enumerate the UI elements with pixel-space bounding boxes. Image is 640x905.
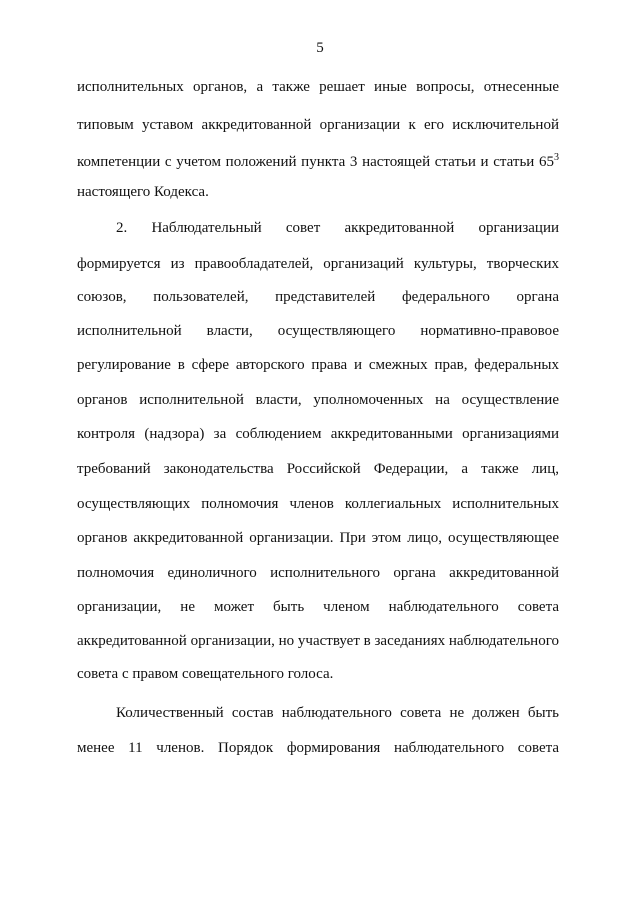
text-line: регулирование в сфере авторского права и смежных прав, федеральных	[77, 357, 559, 373]
text-line: менее 11 членов. Порядок формирования наблюдательного совета	[77, 740, 559, 756]
superscript: 3	[554, 152, 559, 163]
text-line: организации, не может быть членом наблюдательного совета	[77, 599, 559, 615]
text-line: исполнительных органов, а также решает иные вопросы, отнесенные	[77, 79, 559, 95]
text-line: компетенции с учетом положений пункта 3 настоящей статьи и статьи $65^3$	[77, 152, 559, 170]
text-line: органов исполнительной власти, уполномоченных на осуществление	[77, 392, 559, 408]
text-line: требований законодательства Российской Федерации, а также лиц,	[77, 461, 559, 477]
text-line: формируется из правообладателей, организаций культуры, творческих	[77, 256, 559, 272]
text-line: органов аккредитованной организации. При этом лицо, осуществляющее	[77, 530, 559, 546]
text-line: полномочия единоличного исполнительного органа аккредитованной	[77, 565, 559, 581]
text-line: типовым уставом аккредитованной организации к его исключительной	[77, 117, 559, 133]
text-line: осуществляющих полномочия членов коллегиальных исполнительных	[77, 496, 559, 512]
page-number: 5	[316, 40, 324, 56]
text-line: исполнительной власти, осуществляющего нормативно-правовое	[77, 323, 559, 339]
text-line: настоящего Кодекса.	[77, 184, 209, 200]
paragraph-first-line: 2. Наблюдательный совет аккредитованной организации	[116, 220, 559, 236]
text-line: аккредитованной организации, но участвует в заседаниях наблюдательного	[77, 633, 559, 649]
paragraph-first-line: Количественный состав наблюдательного совета не должен быть	[116, 705, 559, 721]
text-line: контроля (надзора) за соблюдением аккредитованными организациями	[77, 426, 559, 442]
text-line: совета с правом совещательного голоса.	[77, 666, 334, 682]
text-line: союзов, пользователей, представителей федерального органа	[77, 289, 559, 305]
